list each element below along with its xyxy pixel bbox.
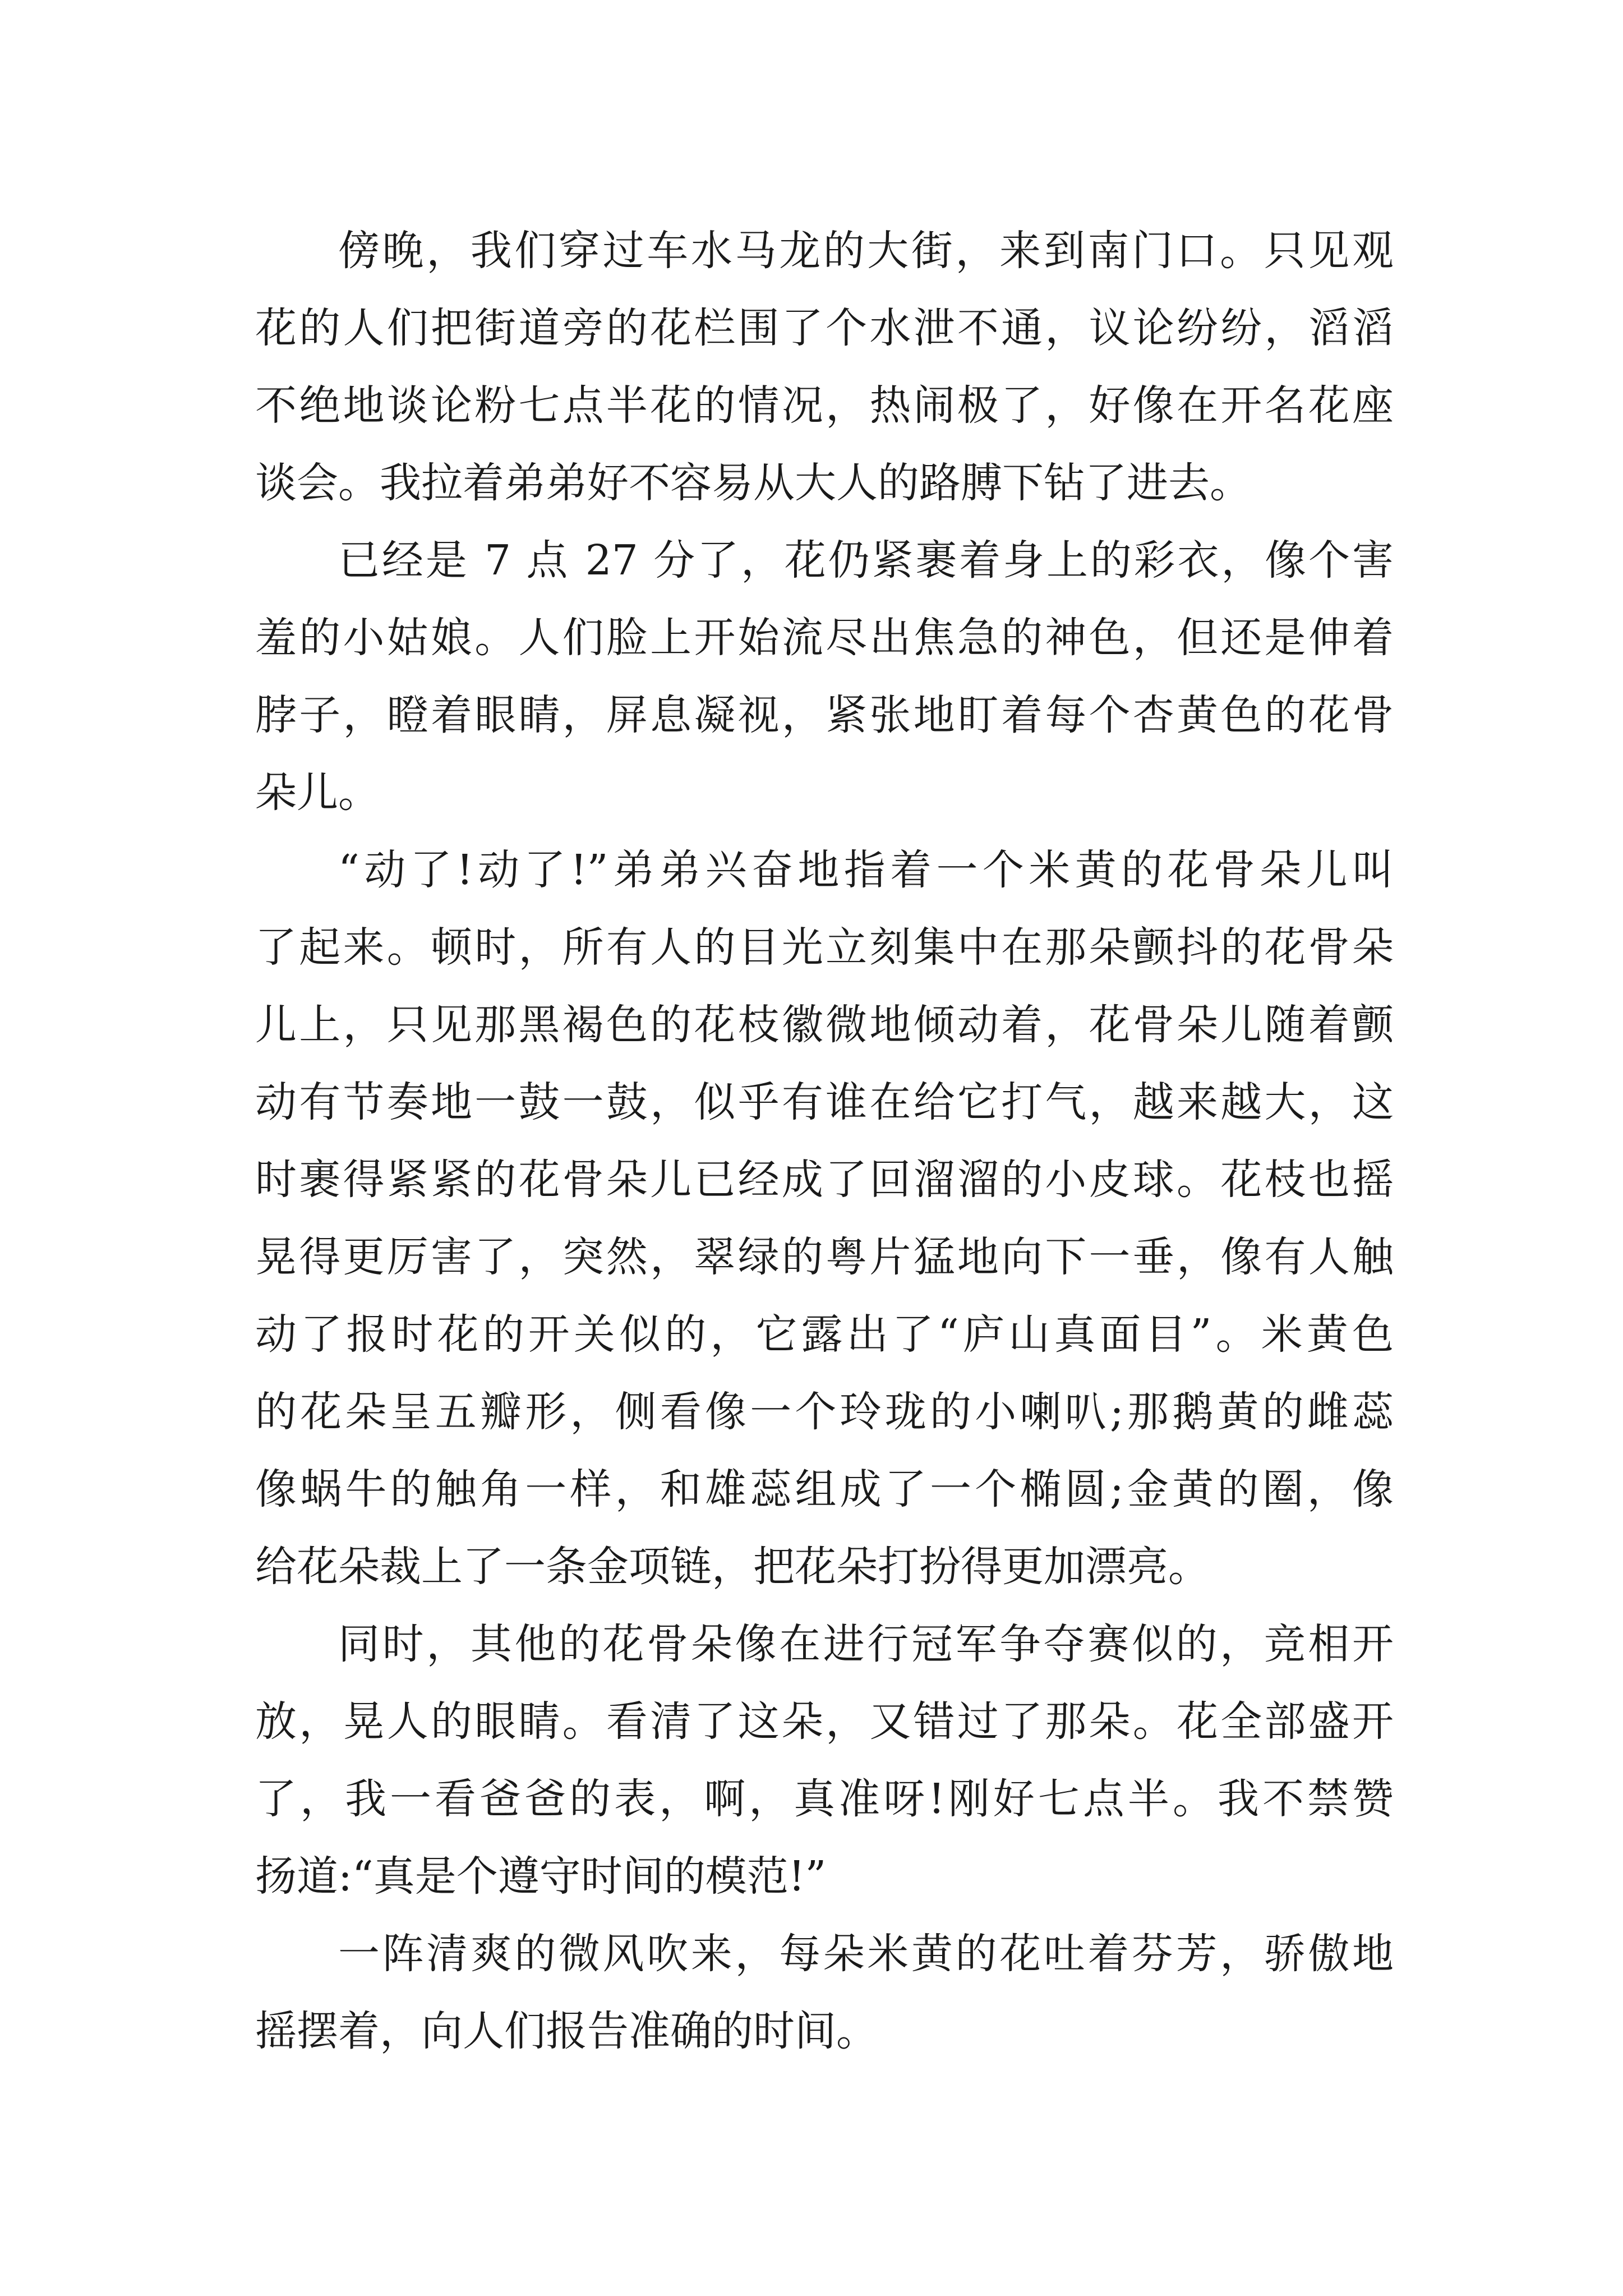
- text-line: 不绝地谈论粉七点半花的情况，热闹极了，好像在开名花座: [255, 381, 1394, 430]
- essay-body: [255, 212, 1394, 2070]
- text-line: 扬道:“真是个遵守时间的模范!”: [255, 1852, 827, 1901]
- text-line: 的花朵呈五瓣形，侧看像一个玲珑的小喇叭;那鹅黄的雌蕊: [255, 1388, 1394, 1436]
- text-line: 摇摆着，向人们报告准确的时间。: [255, 2007, 878, 2055]
- text-line: 同时，其他的花骨朵像在进行冠军争夺赛似的，竞相开: [338, 1620, 1394, 1668]
- paragraph-1: [255, 212, 1394, 522]
- text-line: 放，晃人的眼睛。看清了这朵，又错过了那朵。花全部盛开: [255, 1697, 1394, 1746]
- text-line: 了，我一看爸爸的表，啊，真准呀!刚好七点半。我不禁赞: [255, 1775, 1394, 1823]
- text-line: “动了!动了!”弟弟兴奋地指着一个米黄的花骨朵儿叫: [338, 846, 1394, 894]
- text-line: 花的人们把街道旁的花栏围了个水泄不通，议论纷纷，滔滔: [255, 304, 1394, 352]
- text-line: 朵儿。: [255, 769, 380, 817]
- text-line: 晃得更厉害了，突然，翠绿的粤片猛地向下一垂，像有人触: [255, 1233, 1394, 1281]
- text-line: 时裹得紧紧的花骨朵儿已经成了回溜溜的小皮球。花枝也摇: [255, 1156, 1394, 1204]
- paragraph-4: [255, 1605, 1394, 1915]
- paragraph-2: [255, 522, 1394, 831]
- text-line: 谈会。我拉着弟弟好不容易从大人的路膊下钻了进去。: [255, 459, 1251, 507]
- text-line: 动有节奏地一鼓一鼓，似乎有谁在给它打气，越来越大，这: [255, 1078, 1394, 1126]
- text-line: 了起来。顿时，所有人的目光立刻集中在那朵颤抖的花骨朵: [255, 923, 1394, 972]
- text-line: 一阵清爽的微风吹来，每朵米黄的花吐着芬芳，骄傲地: [338, 1930, 1394, 1978]
- text-line: 动了报时花的开关似的，它露出了“庐山真面目”。米黄色: [255, 1310, 1394, 1359]
- text-line: 像蜗牛的触角一样，和雄蕊组成了一个椭圆;金黄的圈，像: [255, 1465, 1394, 1513]
- text-line: 脖子，瞪着眼睛，屏息凝视，紧张地盯着每个杏黄色的花骨: [255, 691, 1394, 739]
- text-line: 羞的小姑娘。人们脸上开始流尽出焦急的神色，但还是伸着: [255, 614, 1394, 662]
- text-line: 已经是 7 点 27 分了，花仍紧裹着身上的彩衣，像个害: [338, 536, 1394, 585]
- text-line: 儿上，只见那黑褐色的花枝徽微地倾动着，花骨朵儿随着颤: [255, 1001, 1394, 1049]
- text-line: 傍晚，我们穿过车水马龙的大街，来到南门口。只见观: [338, 227, 1394, 275]
- paragraph-3: [255, 831, 1394, 1605]
- paragraph-5: [255, 1915, 1394, 2070]
- text-line: 给花朵裁上了一条金项链，把花朵打扮得更加漂亮。: [255, 1543, 1210, 1591]
